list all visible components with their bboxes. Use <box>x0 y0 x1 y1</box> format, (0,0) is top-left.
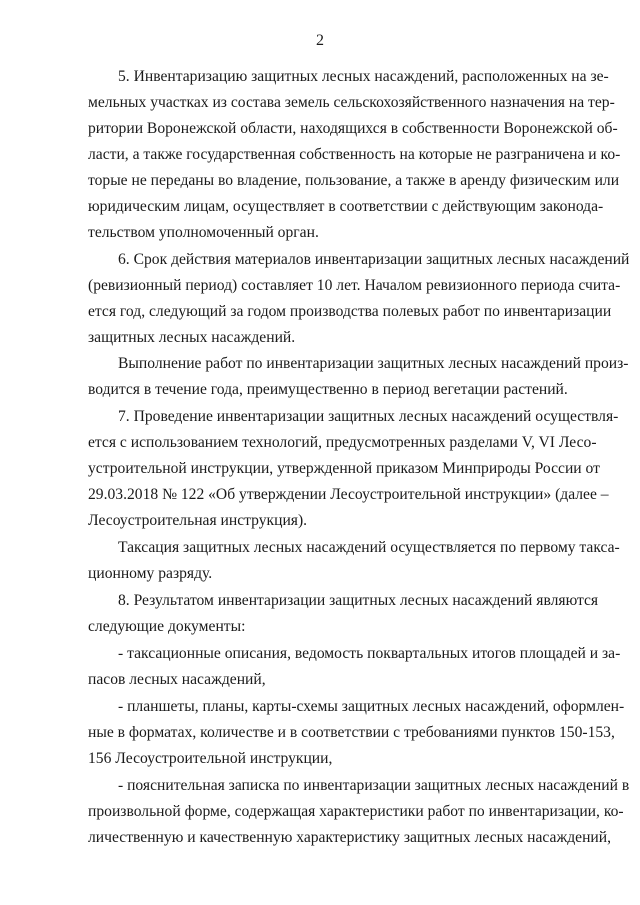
text-line: следующие документы: <box>88 618 246 635</box>
text-line: ласти, а также государственная собственность на которые не разграничена и ко- <box>88 146 621 163</box>
text-line: защитных лесных насаждений. <box>88 329 296 346</box>
page-number: 2 <box>316 32 324 49</box>
text-line: 6. Срок действия материалов инвентаризации защитных лесных насаждений <box>118 251 630 268</box>
list-item-line: - пояснительная записка по инвентаризации защитных лесных насаждений в <box>118 777 630 794</box>
text-line: торые не переданы во владение, пользование, а также в аренду физическим или <box>88 172 620 189</box>
text-line: Лесоустроительная инструкция). <box>88 512 308 529</box>
list-item-line: ные в форматах, количестве и в соответствии с требованиями пунктов 150-153, <box>88 724 615 741</box>
list-item-line: 156 Лесоустроительной инструкции, <box>88 750 333 767</box>
text-line: водится в течение года, преимущественно в период вегетации растений. <box>88 381 568 398</box>
list-item-line: личественную и качественную характеристику защитных лесных насаждений, <box>88 829 612 846</box>
text-line: Выполнение работ по инвентаризации защитных лесных насаждений произ- <box>118 355 629 372</box>
text-line: ется год, следующий за годом производства полевых работ по инвентаризации <box>88 303 612 320</box>
list-item-line: - таксационные описания, ведомость поквартальных итогов площадей и за- <box>118 645 621 662</box>
text-line: юридическим лицам, осуществляет в соответствии с действующим законода- <box>88 198 604 215</box>
text-line: ционному разряду. <box>88 565 213 582</box>
text-line: устроительной инструкции, утвержденной приказом Минприроды России от <box>88 460 600 477</box>
list-item-line: - планшеты, планы, карты-схемы защитных лесных насаждений, оформлен- <box>118 698 625 715</box>
text-line: Таксация защитных лесных насаждений осуществляется по первому такса- <box>118 539 620 556</box>
text-line: ритории Воронежской области, находящихся в собственности Воронежской об- <box>88 120 618 137</box>
text-line: 5. Инвентаризацию защитных лесных насаждений, расположенных на зе- <box>118 68 609 85</box>
list-item-line: пасов лесных насаждений, <box>88 671 266 688</box>
text-line: 7. Проведение инвентаризации защитных лесных насаждений осуществля- <box>118 408 619 425</box>
text-line: (ревизионный период) составляет 10 лет. Началом ревизионного периода счита- <box>88 277 621 294</box>
text-line: ется с использованием технологий, предусмотренных разделами V, VI Лесо- <box>88 434 597 451</box>
text-line: 29.03.2018 № 122 «Об утверждении Лесоустроительной инструкции» (далее – <box>88 486 609 503</box>
list-item-line: произвольной форме, содержащая характеристики работ по инвентаризации, ко- <box>88 803 624 820</box>
text-line: тельством уполномоченный орган. <box>88 224 319 241</box>
text-line: 8. Результатом инвентаризации защитных лесных насаждений являются <box>118 592 599 609</box>
text-line: мельных участках из состава земель сельскохозяйственного назначения на тер- <box>88 94 615 111</box>
